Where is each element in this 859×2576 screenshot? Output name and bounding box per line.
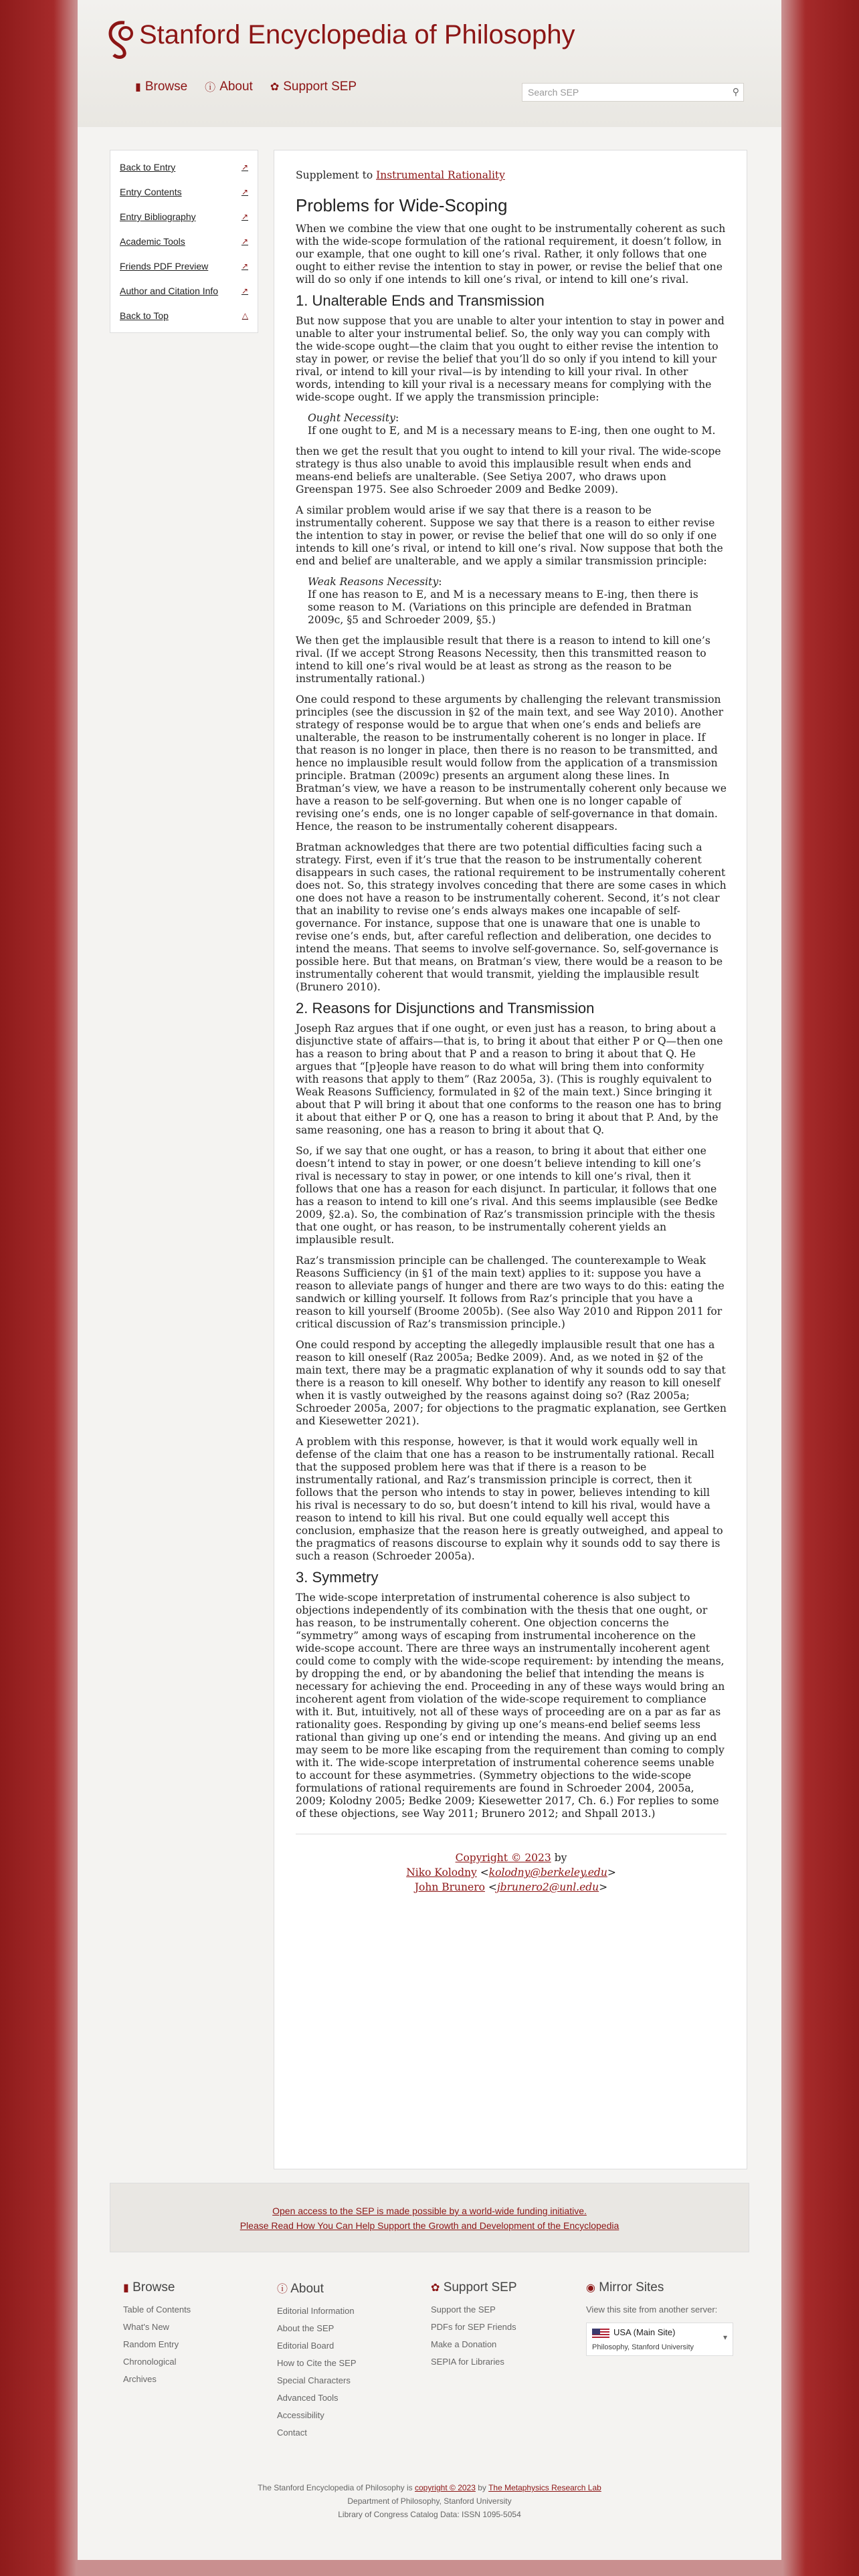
footer-about	[277, 2280, 424, 2445]
mirror-note: View this site from another server:	[586, 2304, 718, 2315]
footer-link[interactable]: Random Entry	[123, 2339, 179, 2349]
legal-copyright-link[interactable]: copyright © 2023	[415, 2483, 476, 2492]
paragraph: A similar problem would arise if we say that there is a reason to be instrumentally coherent. Suppose we say that there is a reason to either revise the intention to stay in power, or revise the belief that one will do so only if one intends to kill one’s rival, or intend to kill one’s rival. Now suppose that both the end and belief are unalterable, and we apply a similar transmission principle:	[296, 504, 723, 567]
footer-link[interactable]: Special Characters	[277, 2375, 351, 2385]
search-input[interactable]	[522, 83, 744, 102]
nav-about-label: About	[219, 79, 253, 94]
paragraph: then we get the result that you ought to intend to kill your rival. The wide-scope strategy is thus also unable to avoid this implausible result when ends and means-end beliefs are unalterable. (See Setiya 2007, who draws upon Greenspan 1975. See also Schroeder 2009 and Bedke 2009).	[296, 445, 721, 496]
paragraph: We then get the implausible result that there is a reason to intend to kill one’s rival. (If we accept Strong Reasons Necessity, then this transmitted reason to intend to kill one’s rival would be at least as strong as the reason to be instrumentally rational.)	[296, 635, 710, 685]
external-link-icon: ↗	[241, 187, 248, 197]
footer-link[interactable]: Accessibility	[277, 2410, 324, 2420]
paragraph: A problem with this response, however, is that it would work equally well in defense of the claim that one has a reason to be instrumentally rational. Recall that the supposed problem here was that if there is a reason to be instrumentally rational, and Raz’s transmission principle is correct, then it follows that the person who intends to stay in power, believes intending to kill his rival is necessary to do so, but doesn’t intend to kill his rival, would have a reason to intend to kill his rival. But one could equally well accept this conclusion, emphasize that the reason here is greatly outweighed, and appeal to the pragmatics of reasons discourse to explain why it sounds odd to say there is such a reason (Schroeder 2005a).	[296, 1436, 723, 1562]
nav-browse-label: Browse	[145, 79, 188, 94]
paragraph: So, if we say that one ought, or has a reason, to bring it about that either one doesn’t intend to stay in power, or one doesn’t believe intending to kill one’s rival is necessary to stay in power, or one intends to kill one’s rival, then it follows that one has a reason for each disjunct. In particular, it follows that one has a reason to intend to kill one’s rival. And this seems implausible (see Bedke 2009, §2.a). So, the combination of Raz’s transmission principle with the thesis that one ought, or has reason, to be instrumentally coherent yields an implausible result.	[296, 1145, 718, 1246]
external-link-icon: ↗	[241, 286, 248, 296]
page	[78, 0, 781, 2560]
nav-about[interactable]	[205, 79, 253, 94]
chevron-down-icon: ▾	[723, 2333, 727, 2342]
nav-support-label: Support SEP	[283, 79, 357, 94]
footer-link[interactable]: Advanced Tools	[277, 2393, 339, 2403]
toc-label: Friends PDF Preview	[120, 261, 209, 272]
footer-support	[431, 2280, 578, 2374]
footer-link[interactable]: Make a Donation	[431, 2339, 497, 2349]
author-2-name[interactable]: John Brunero	[414, 1881, 485, 1893]
nav-browse[interactable]	[135, 79, 187, 94]
toc-label: Author and Citation Info	[120, 286, 219, 296]
toc-author-citation[interactable]	[120, 284, 248, 308]
principle-text: If one has reason to E, and M is a necessary means to E-ing, then there is some reason to M. (Variations on this principle are defended in Bratman 2009c, §5 and Schroeder 2009, §5.)	[308, 588, 698, 626]
leaf-icon: ✿	[431, 2282, 440, 2294]
intro-paragraph: When we combine the view that one ought to be instrumentally coherent as such with the wide-scope formulation of the rational requirement, it doesn’t follow, in our example, that one ought to kill one’s rival. Rather, it only follows that one ought to either revise the intention to stay in power, or revise the belief that one will do so only if one intends to kill one’s rival, or intend to kill one’s rival.	[296, 223, 726, 286]
legal-footer	[78, 2481, 781, 2521]
section-1-heading: 1. Unalterable Ends and Transmission	[296, 292, 545, 309]
footer-link[interactable]: How to Cite the SEP	[277, 2358, 357, 2368]
book-icon: ▮	[135, 81, 141, 93]
us-flag-icon	[592, 2329, 609, 2339]
article-panel	[274, 150, 747, 2169]
main-nav	[135, 79, 357, 94]
paragraph: Raz’s transmission principle can be challenged. The counterexample to Weak Reasons Sufficiency (in §1 of the main text) applies to it: suppose you have a reason to alleviate pangs of hunger and there are two ways to do this: eating the sandwich or killing yourself. It follows from Raz’s principle that you have a reason to kill yourself (Broome 2005b). (See also Way 2010 and Rippon 2011 for critical discussion of Raz’s transmission principle.)	[296, 1255, 725, 1330]
funding-banner	[110, 2183, 749, 2252]
principle-text: If one ought to E, and M is a necessary means to E-ing, then one ought to M.	[308, 425, 716, 437]
toc-entry-bibliography[interactable]	[120, 209, 248, 234]
external-link-icon: ↗	[241, 212, 248, 221]
search-icon[interactable]: ⚲	[732, 86, 739, 97]
paragraph: The wide-scope interpretation of instrumental coherence is also subject to objections independently of its combination with the thesis that one ought, or has reason, to be instrumentally coherent. One objection concerns the “symmetry” among ways of escaping from instrumental incoherence on the wide-scope account. There are three ways an instrumentally incoherent agent could come to comply with the wide-scope requirement: by intending the means, by dropping the end, or by abandoning the belief that intending the means is necessary for achieving the end. Proceeding in any of these ways would bring an incoherent agent from violation of the wide-scope requirement to compliance with it. But, intuitively, not all of these ways of proceeding are on a par as far as rationality goes. Responding by giving up one’s means-end belief seems less rational than giving up one’s end or intending the means. And giving up an end may seem to be more like escaping from the requirement than coming to comply with it. The wide-scope interpretation of instrumental coherence seems unable to account for these asymmetries. (Symmetry objections to the wide-scope formulations of rational requirements are found in Schroeder 2004, 2005a, 2009; Kolodny 2005; Bedke 2009; Kiesewetter 2017, Ch. 6.) For replies to some of these objections, see Way 2011; Brunero 2012; and Shpall 2013.)	[296, 1592, 725, 1820]
toc-friends-pdf[interactable]	[120, 259, 248, 284]
principle-name: Ought Necessity	[308, 412, 395, 424]
supplement-line	[296, 169, 727, 182]
page-title: Problems for Wide-Scoping	[296, 195, 508, 215]
mirror-select[interactable]	[586, 2323, 733, 2356]
footer-browse-title: Browse	[132, 2280, 175, 2294]
credits-by: by	[554, 1852, 567, 1864]
footer-mirror	[586, 2280, 747, 2356]
toc-back-to-top[interactable]	[120, 308, 248, 333]
principle-name: Weak Reasons Necessity	[308, 576, 439, 588]
globe-icon: ◉	[586, 2282, 595, 2294]
footer-support-title: Support SEP	[443, 2280, 517, 2294]
toc-label: Back to Entry	[120, 162, 176, 173]
leaf-icon: ✿	[270, 81, 280, 93]
paragraph: But now suppose that you are unable to alter your intention to stay in power and unable to alter your instrumental belief. So, the only way you can comply with the wide-scope ought—the claim that you ought to either revise the intention to stay in power, or revise the belief that you’ll do so only if you intend to kill your rival, or intend to kill your rival—is by intending to kill your rival. In other words, intending to kill your rival is a necessary means for complying with the wide-scope ought. If we apply the transmission principle:	[296, 315, 725, 403]
site-title[interactable]: Stanford Encyclopedia of Philosophy	[139, 20, 575, 49]
search-placeholder: Search SEP	[528, 87, 579, 98]
footer-link[interactable]: PDFs for SEP Friends	[431, 2322, 516, 2332]
footer-link[interactable]: SEPIA for Libraries	[431, 2357, 504, 2367]
legal-by: by	[478, 2483, 486, 2492]
paragraph: Bratman acknowledges that there are two potential difficulties facing such a strategy. First, even if it’s true that the reason to be instrumentally coherent disappears in such cases, the rational requirement to be instrumentally coherent does not. So, this strategy involves conceding that there are some cases in which one does not have a reason to be instrumentally coherent. Second, it’s not clear that an inability to revise one’s ends always makes one incapable of self-governance. For instance, suppose that one is unaware that one is unable to revise one’s ends, but, after careful reflection and deliberation, one decides to intend the means. That seems to involve self-governance. So, self-governance is possible here. But that means, on Bratman’s view, there would be a reason to be instrumentally coherent that would transmit, yielding the implausible result (Brunero 2010).	[296, 841, 727, 993]
copyright-link[interactable]: Copyright © 2023	[455, 1852, 551, 1864]
legal-dept: Department of Philosophy, Stanford University	[347, 2496, 512, 2506]
author-1-email[interactable]: kolodny@berkeley.edu	[488, 1866, 607, 1879]
author-2-email[interactable]: jbrunero2@unl.edu	[496, 1881, 599, 1893]
footer-about-title: About	[290, 2282, 324, 2296]
footer-link[interactable]: Chronological	[123, 2357, 177, 2367]
legal-prefix: The Stanford Encyclopedia of Philosophy is	[258, 2483, 413, 2492]
toc-label: Entry Bibliography	[120, 211, 196, 222]
funding-link-2[interactable]: Please Read How You Can Help Support the Growth and Development of the Encyclopedia	[240, 2220, 619, 2231]
paragraph: One could respond to these arguments by challenging the relevant transmission principles (see the discussion in §2 of the main text, and see Way 2010). Another strategy of response would be to argue that when one’s ends and beliefs are unalterable, the reason to be instrumentally coherent is no longer in place. If that reason is no longer in place, then there is no reason to be transmitted, and hence no implausible result would follow from the application of a transmission principle. Bratman (2009c) presents an argument along these lines. In Bratman’s view, we have a reason to be instrumentally coherent only because we have a reason to be self-governing. But when one is no longer capable of revising one’s ends, one is no longer capable of self-governance in that domain. Hence, the reason to be instrumentally coherent disappears.	[296, 693, 727, 833]
book-icon: ▮	[123, 2282, 129, 2294]
funding-link-1[interactable]: Open access to the SEP is made possible by a world-wide funding initiative.	[272, 2206, 587, 2216]
external-link-icon: ↗	[241, 261, 248, 271]
footer-link[interactable]: Editorial Board	[277, 2341, 335, 2351]
external-link-icon: ↗	[241, 163, 248, 172]
paragraph: One could respond by accepting the allegedly implausible result that one has a reason to kill oneself (Raz 2005a; Bedke 2009). And, as we noted in §2 of the main text, there may be a pragmatic explanation of why it sounds odd to say that there is a reason to kill oneself. Why bother to identify any reason to kill oneself when it is vastly outweighed by the reasons against doing so? (Raz 2005a; Schroeder 2005a, 2007; for objections to the pragmatic explanation, see Gertken and Kiesewetter 2021).	[296, 1339, 727, 1427]
metaphysics-lab-link[interactable]: The Metaphysics Research Lab	[488, 2483, 601, 2492]
mirror-sub: Philosophy, Stanford University	[592, 2343, 694, 2351]
toc-label: Entry Contents	[120, 187, 182, 197]
toc-back-to-entry[interactable]	[120, 160, 248, 185]
mirror-selected: USA (Main Site)	[613, 2327, 676, 2337]
footer-browse	[123, 2280, 270, 2391]
paragraph: Joseph Raz argues that if one ought, or even just has a reason, to bring about a disjunctive state of affairs—that is, to bring it about that either P or Q—then one has a reason to bring about that P and a reason to bring it about that Q. He argues that “[p]eople have reason to do what will bring them into conformity with reasons that apply to them” (Raz 2005a, 3). (This is roughly equivalent to Weak Reasons Sufficiency, formulated in §2 of the main text.) Since bringing it about that P will bring it about that one conforms to the reason one has to bring it about that either P or Q, one has a reason to bring it about that P. And, by the same reasoning, one has a reason to bring it about that Q.	[296, 1023, 723, 1136]
author-1-name[interactable]: Niko Kolodny	[406, 1866, 477, 1879]
blockquote: Weak Reasons Necessity: If one has reason to E, and M is a necessary means to E-ing, then there is some reason to M. (Variations on this principle are defended in Bratman 2009c, §5 and Schroeder 2009, §5.)	[308, 576, 698, 626]
supplement-prefix: Supplement to	[296, 169, 373, 181]
section-3-heading: 3. Symmetry	[296, 1569, 379, 1586]
info-icon: ⓘ	[205, 82, 216, 94]
footer-link[interactable]: Archives	[123, 2374, 157, 2384]
footer-link[interactable]: What's New	[123, 2322, 169, 2332]
sep-logo-icon[interactable]	[104, 19, 135, 60]
credits: Copyright © 2023 by Niko Kolodny <kolodny@berkeley.edu> John Brunero <jbrunero2@unl.edu>	[406, 1852, 616, 1893]
footer-link[interactable]: Support the SEP	[431, 2304, 496, 2315]
footer-link[interactable]: Table of Contents	[123, 2304, 191, 2315]
footer-mirror-title: Mirror Sites	[599, 2280, 664, 2294]
toc-label: Back to Top	[120, 310, 169, 321]
toc-entry-contents[interactable]	[120, 185, 248, 209]
entry-navigation	[110, 150, 258, 333]
external-link-icon: ↗	[241, 237, 248, 246]
footer-link[interactable]: About the SEP	[277, 2323, 335, 2333]
footer-link[interactable]: Editorial Information	[277, 2306, 355, 2316]
legal-lcc: Library of Congress Catalog Data: ISSN 1095-5054	[338, 2510, 521, 2519]
toc-label: Academic Tools	[120, 236, 185, 247]
info-icon: ⓘ	[277, 2284, 288, 2295]
header	[78, 0, 781, 127]
up-arrow-icon: △	[242, 311, 248, 320]
blockquote: Ought Necessity: If one ought to E, and M is a necessary means to E-ing, then one ought to M.	[308, 412, 716, 437]
footer-link[interactable]: Contact	[277, 2428, 307, 2438]
nav-support[interactable]	[270, 79, 357, 94]
section-2-heading: 2. Reasons for Disjunctions and Transmission	[296, 1000, 595, 1016]
toc-academic-tools[interactable]	[120, 234, 248, 259]
supplement-link[interactable]: Instrumental Rationality	[376, 169, 505, 181]
